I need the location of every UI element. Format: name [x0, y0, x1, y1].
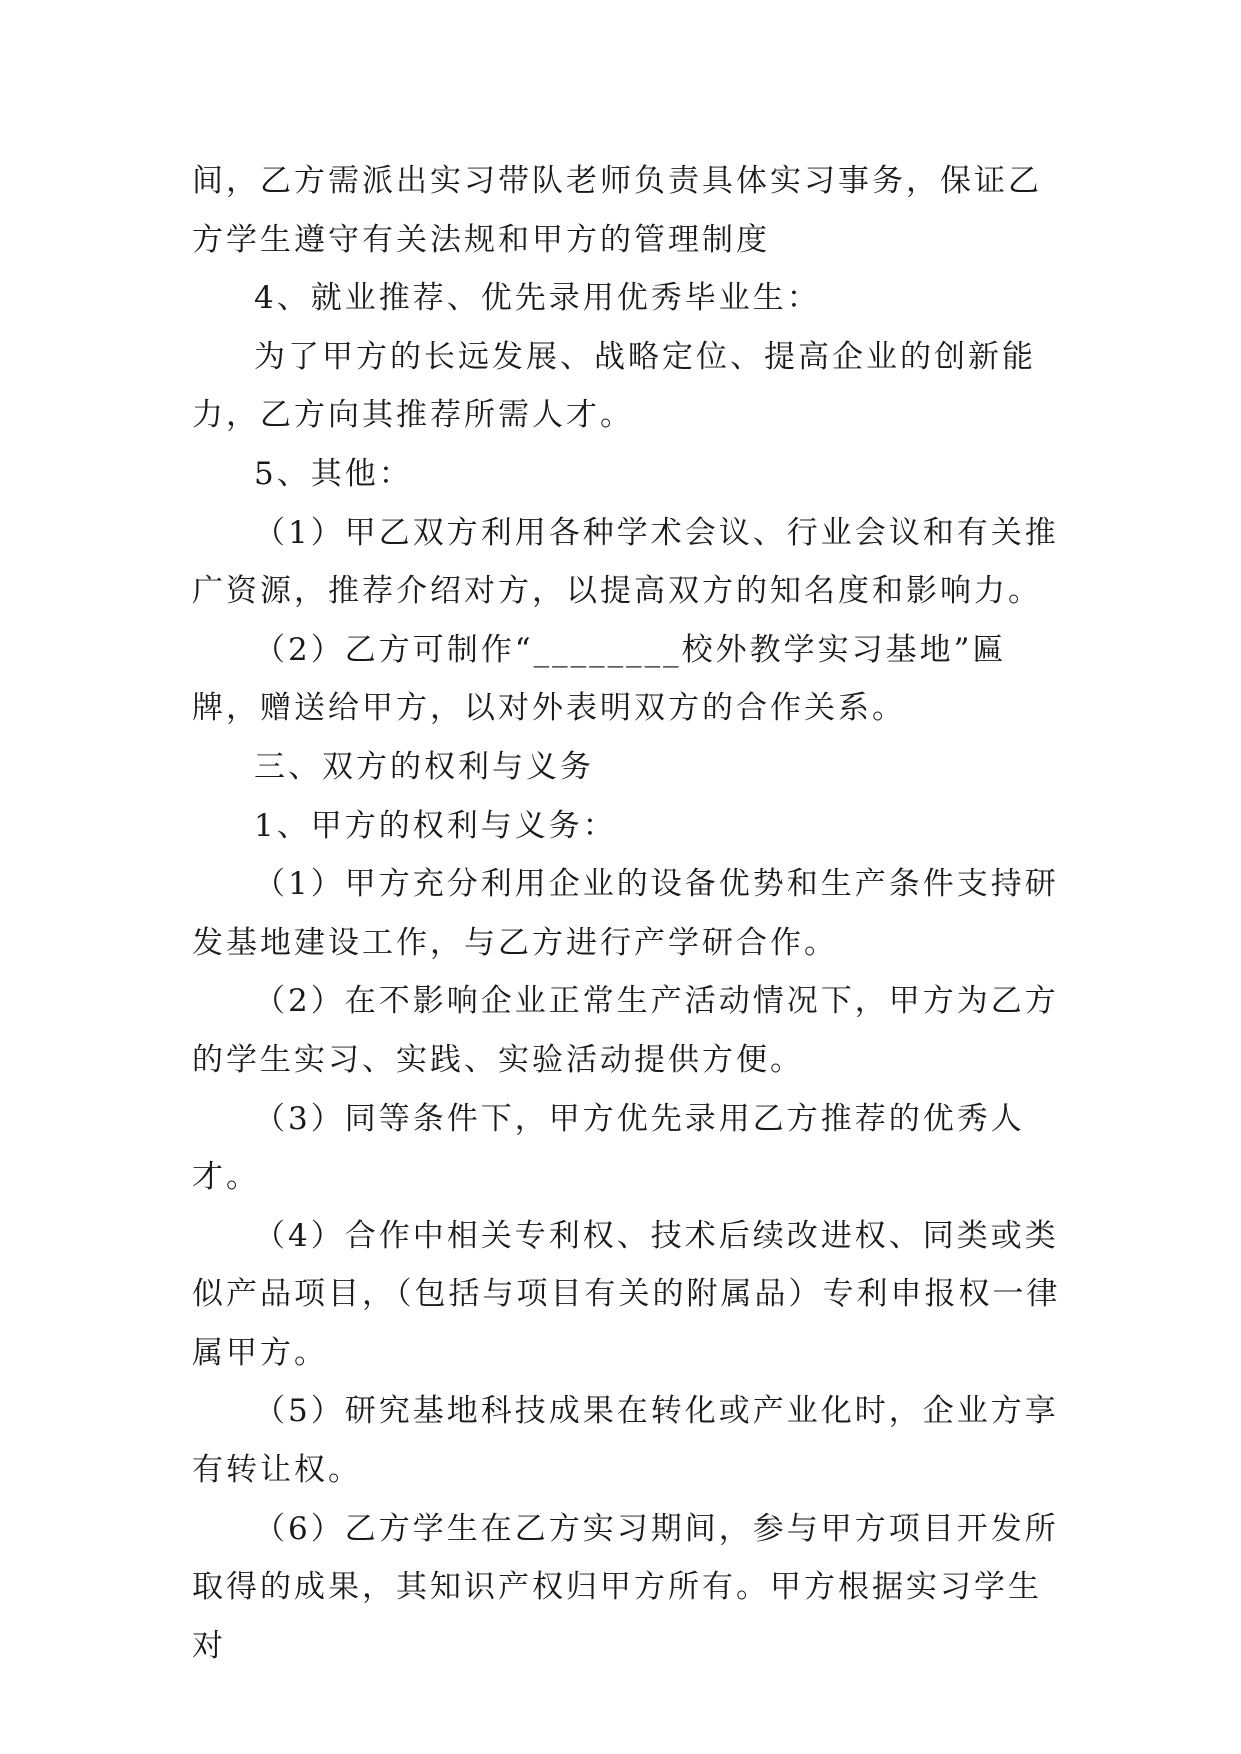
paragraph-party-a-item-6: （6）乙方学生在乙方实习期间，参与甲方项目开发所取得的成果，其知识产权归甲方所有。甲方根据实习学生对	[192, 1510, 1059, 1664]
paragraph-party-a-item-4: （4）合作中相关专利权、技术后续改进权、同类或类似产品项目，（包括与项目有关的附属品）专利申报权一律属甲方。	[192, 1217, 1061, 1371]
heading-employment-recommendation: 4、就业推荐、优先录用优秀毕业生：	[254, 280, 821, 317]
paragraph-internship-supervision: 间，乙方需派出实习带队老师负责具体实习事务，保证乙方学生遵守有关法规和甲方的管理制度	[192, 163, 1042, 258]
paragraph-party-a-item-3: （3）同等条件下，甲方优先录用乙方推荐的优秀人才。	[192, 1100, 1025, 1196]
paragraph-talent-recommendation: 为了甲方的长远发展、战略定位、提高企业的创新能力，乙方向其推荐所需人才。	[192, 338, 1036, 434]
paragraph-party-a-item-2: （2）在不影响企业正常生产活动情况下，甲方为乙方的学生实习、实践、实验活动提供方便。	[192, 983, 1059, 1078]
paragraph-party-a-item-1: （1）甲方充分利用企业的设备优势和生产条件支持研发基地建设工作，与乙方进行产学研合作。	[192, 866, 1059, 961]
paragraph-other-item-1: （1）甲乙双方利用各种学术会议、行业会议和有关推广资源，推荐介绍对方，以提高双方的知名度和影响力。	[192, 514, 1059, 610]
heading-other: 5、其他：	[254, 455, 413, 492]
document-body	[192, 152, 1062, 1675]
paragraph-party-a-item-5: （5）研究基地科技成果在转化或产业化时，企业方享有转让权。	[192, 1393, 1059, 1489]
paragraph-other-item-2: （2）乙方可制作“________校外教学实习基地”匾牌，赠送给甲方，以对外表明双方的合作关系。	[192, 631, 1007, 727]
heading-rights-and-obligations: 三、双方的权利与义务	[254, 748, 594, 785]
heading-party-a-rights: 1、甲方的权利与义务：	[254, 807, 617, 844]
